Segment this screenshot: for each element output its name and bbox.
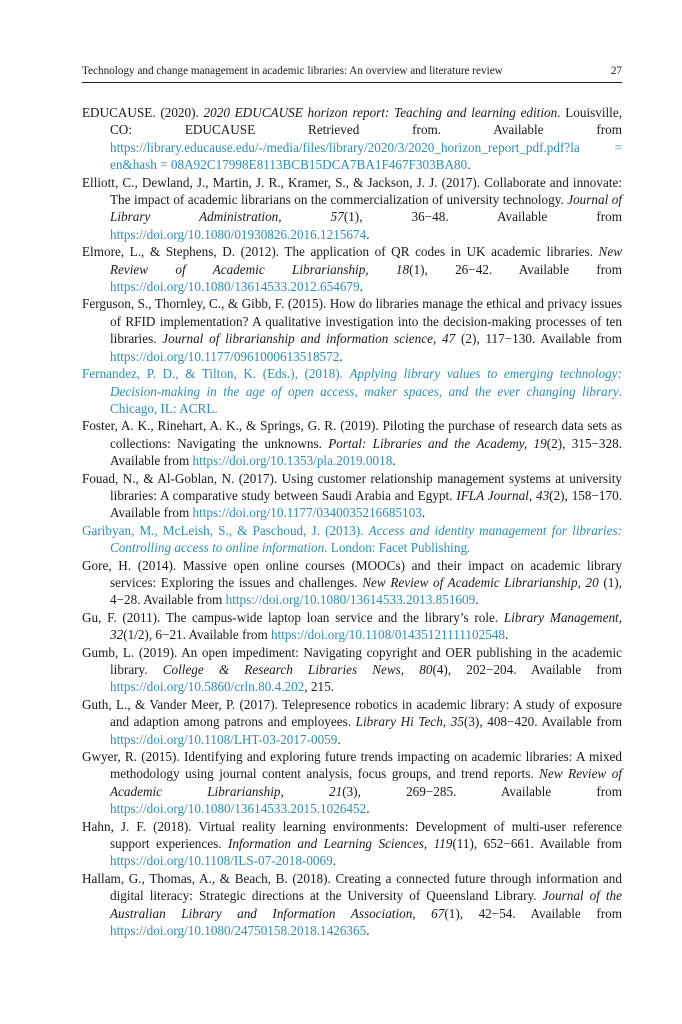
- reference-link[interactable]: https://doi.org/10.1353/pla.2019.0018: [192, 453, 393, 469]
- reference-link[interactable]: https://doi.org/10.1080/13614533.2012.654679: [110, 279, 360, 295]
- reference-details: (1), 4−28. Available from: [110, 574, 622, 608]
- reference-authors: Gu, F. (2011). The campus-wide laptop loan service and the library’s role.: [82, 609, 504, 625]
- reference-entry: [82, 644, 622, 696]
- reference-authors: Guth, L., & Vander Meer, P. (2017). Telepresence robotics in academic library: A study of exposure and adaption among patrons and employees.: [82, 696, 622, 730]
- reference-link[interactable]: https://doi.org/10.1080/13614533.2013.851609: [225, 592, 476, 608]
- reference-title: Journal of Library Administration, 57: [110, 192, 622, 225]
- reference-details: (1), 26−42. Available from: [409, 261, 622, 277]
- reference-title: Library Management, 32: [110, 609, 622, 643]
- reference-entry[interactable]: [82, 522, 622, 557]
- reference-end: .: [339, 348, 343, 364]
- reference-authors: Garibyan, M., McLeish, S., & Paschoud, J. (2013).: [82, 522, 369, 538]
- reference-end: .: [359, 279, 363, 295]
- reference-end: .: [475, 592, 479, 608]
- reference-entry: [82, 818, 622, 870]
- reference-entry: [82, 609, 622, 644]
- reference-title: Journal of the Australian Library and Information Association, 67: [110, 888, 622, 921]
- reference-title: New Review of Academic Librarianship, 18: [110, 244, 622, 277]
- reference-details: (1), 42−54. Available from: [444, 905, 622, 921]
- reference-entry: [82, 557, 622, 609]
- reference-title: College & Research Libraries News, 80: [162, 662, 433, 677]
- reference-authors: Ferguson, S., Thornley, C., & Gibb, F. (2015). How do libraries manage the ethical and privacy issues of RFID implementation? A qualitative investigation into the decision-making processes of ten libraries.: [82, 296, 622, 347]
- reference-link[interactable]: https://doi.org/10.1080/13614533.2015.1026452: [110, 801, 367, 817]
- reference-end: .: [332, 853, 337, 869]
- reference-entry: [82, 295, 622, 365]
- running-title: Technology and change management in academic libraries: An overview and literature review: [82, 65, 503, 77]
- reference-authors: Fouad, N., & Al-Goblan, N. (2017). Using customer relationship management systems at university libraries: A comparative study between Saudi Arabia and Egypt.: [82, 470, 622, 503]
- reference-authors: Hahn, J. F. (2018). Virtual reality learning environments: Development of multi-user reference support experiences.: [82, 818, 622, 852]
- reference-authors: Gwyer, R. (2015). Identifying and exploring future trends impacting on academic libraries: A mixed methodology using journal content analysis, focus groups, and trend reports.: [82, 749, 622, 782]
- reference-end: .: [366, 801, 370, 817]
- reference-title: Portal: Libraries and the Academy, 19: [328, 435, 547, 451]
- reference-list: [82, 104, 622, 940]
- reference-link[interactable]: https://doi.org/10.5860/crln.80.4.202: [110, 679, 305, 695]
- reference-end: .: [392, 453, 396, 469]
- reference-title: Access and identity management for libraries: Controlling access to online information: [110, 522, 622, 556]
- reference-details: . Chicago, IL: ACRL.: [110, 383, 622, 416]
- header-rule: [82, 82, 622, 83]
- reference-details: (2), 117−130. Available from: [455, 331, 623, 347]
- reference-authors: Gumb, L. (2019). An open impediment: Navigating copyright and OER publishing in the academic library.: [82, 644, 622, 677]
- reference-end: .: [467, 157, 471, 173]
- reference-title: IFLA Journal, 43: [456, 487, 550, 503]
- running-header: [82, 63, 622, 79]
- reference-end: , 215.: [304, 679, 334, 695]
- reference-link[interactable]: https://doi.org/10.1108/01435121111102548: [271, 627, 505, 643]
- reference-entry: [82, 748, 622, 818]
- page-number: 27: [610, 65, 622, 77]
- reference-link[interactable]: https://doi.org/10.1177/0340035216685103: [192, 505, 422, 521]
- reference-link[interactable]: https://doi.org/10.1108/ILS-07-2018-0069: [110, 853, 333, 869]
- reference-details: (1/2), 6−21. Available from: [123, 627, 272, 643]
- reference-entry: [82, 470, 622, 522]
- reference-title: 2020 EDUCAUSE horizon report: Teaching and learning edition: [203, 105, 558, 120]
- reference-details: (3), 408−420. Available from: [463, 714, 622, 730]
- reference-authors: Elmore, L., & Stephens, D. (2012). The application of QR codes in UK academic libraries.: [82, 244, 599, 260]
- reference-authors: Hallam, G., Thomas, A., & Beach, B. (2018). Creating a connected future through information and digital literacy: Strategic directions at the University of Queensland Library.: [82, 870, 622, 904]
- reference-entry: [82, 243, 622, 295]
- reference-details: (2), 315−328. Available from: [110, 435, 622, 469]
- reference-title: Journal of librarianship and information science, 47: [162, 331, 456, 347]
- reference-authors: Foster, A. K., Rinehart, A. K., & Springs, G. R. (2019). Piloting the purchase of research data sets as collections: Navigating the unknowns.: [82, 418, 622, 451]
- reference-entry[interactable]: [82, 365, 622, 417]
- reference-end: .: [366, 923, 370, 939]
- reference-entry: [82, 174, 622, 244]
- reference-authors: Fernandez, P. D., & Tilton, K. (Eds.), (2018).: [82, 366, 350, 382]
- reference-details: (4), 202−204. Available from: [432, 662, 623, 677]
- reference-end: .: [366, 226, 370, 242]
- reference-title: Library Hi Tech, 35: [355, 714, 464, 730]
- reference-title: New Review of Academic Librarianship, 21: [110, 766, 622, 799]
- reference-entry: [82, 870, 622, 940]
- reference-authors: Gore, H. (2014). Massive open online courses (MOOCs) and their impact on academic library services: Exploring the issues and challenges.: [82, 557, 622, 590]
- reference-details: (11), 652−661. Available from: [452, 836, 622, 852]
- reference-link[interactable]: https://doi.org/10.1080/01930826.2016.1215674: [110, 226, 367, 242]
- reference-title: New Review of Academic Librarianship, 20: [362, 574, 599, 590]
- reference-authors: EDUCAUSE. (2020).: [82, 105, 204, 120]
- reference-link[interactable]: https://library.educause.edu/-/media/files/library/2020/3/2020_horizon_report_pdf.pdf?la = en&hash = 08A92C17998E8113BCB15DCA7BA1F467F303BA80: [110, 139, 622, 173]
- reference-link[interactable]: https://doi.org/10.1108/LHT-03-2017-0059: [110, 731, 338, 747]
- reference-details: (3), 269−285. Available from: [342, 783, 622, 799]
- reference-details: . Louisville, CO: EDUCAUSE Retrieved from. Available from: [110, 105, 622, 138]
- reference-entry: [82, 417, 622, 469]
- reference-details: (1), 36−48. Available from: [343, 209, 622, 225]
- reference-entry: [82, 104, 622, 174]
- reference-link[interactable]: https://doi.org/10.1080/24750158.2018.1426365: [110, 923, 367, 939]
- reference-end: .: [421, 505, 426, 521]
- reference-end: .: [504, 627, 509, 643]
- reference-authors: Elliott, C., Dewland, J., Martin, J. R., Kramer, S., & Jackson, J. J. (2017). Collaborate and innovate: The impact of academic librarians on the commercialization of university technology.: [82, 174, 622, 208]
- reference-entry: [82, 696, 622, 748]
- reference-title: Information and Learning Sciences, 119: [227, 836, 453, 852]
- reference-end: .: [337, 731, 341, 747]
- reference-title: Applying library values to emerging technology: Decision-making in the age of open access, maker spaces, and the ever changing library: [110, 366, 622, 399]
- reference-link[interactable]: https://doi.org/10.1177/0961000613518572: [110, 348, 340, 364]
- reference-details: . London: Facet Publishing.: [324, 540, 471, 556]
- reference-details: (2), 158−170. Available from: [110, 487, 622, 521]
